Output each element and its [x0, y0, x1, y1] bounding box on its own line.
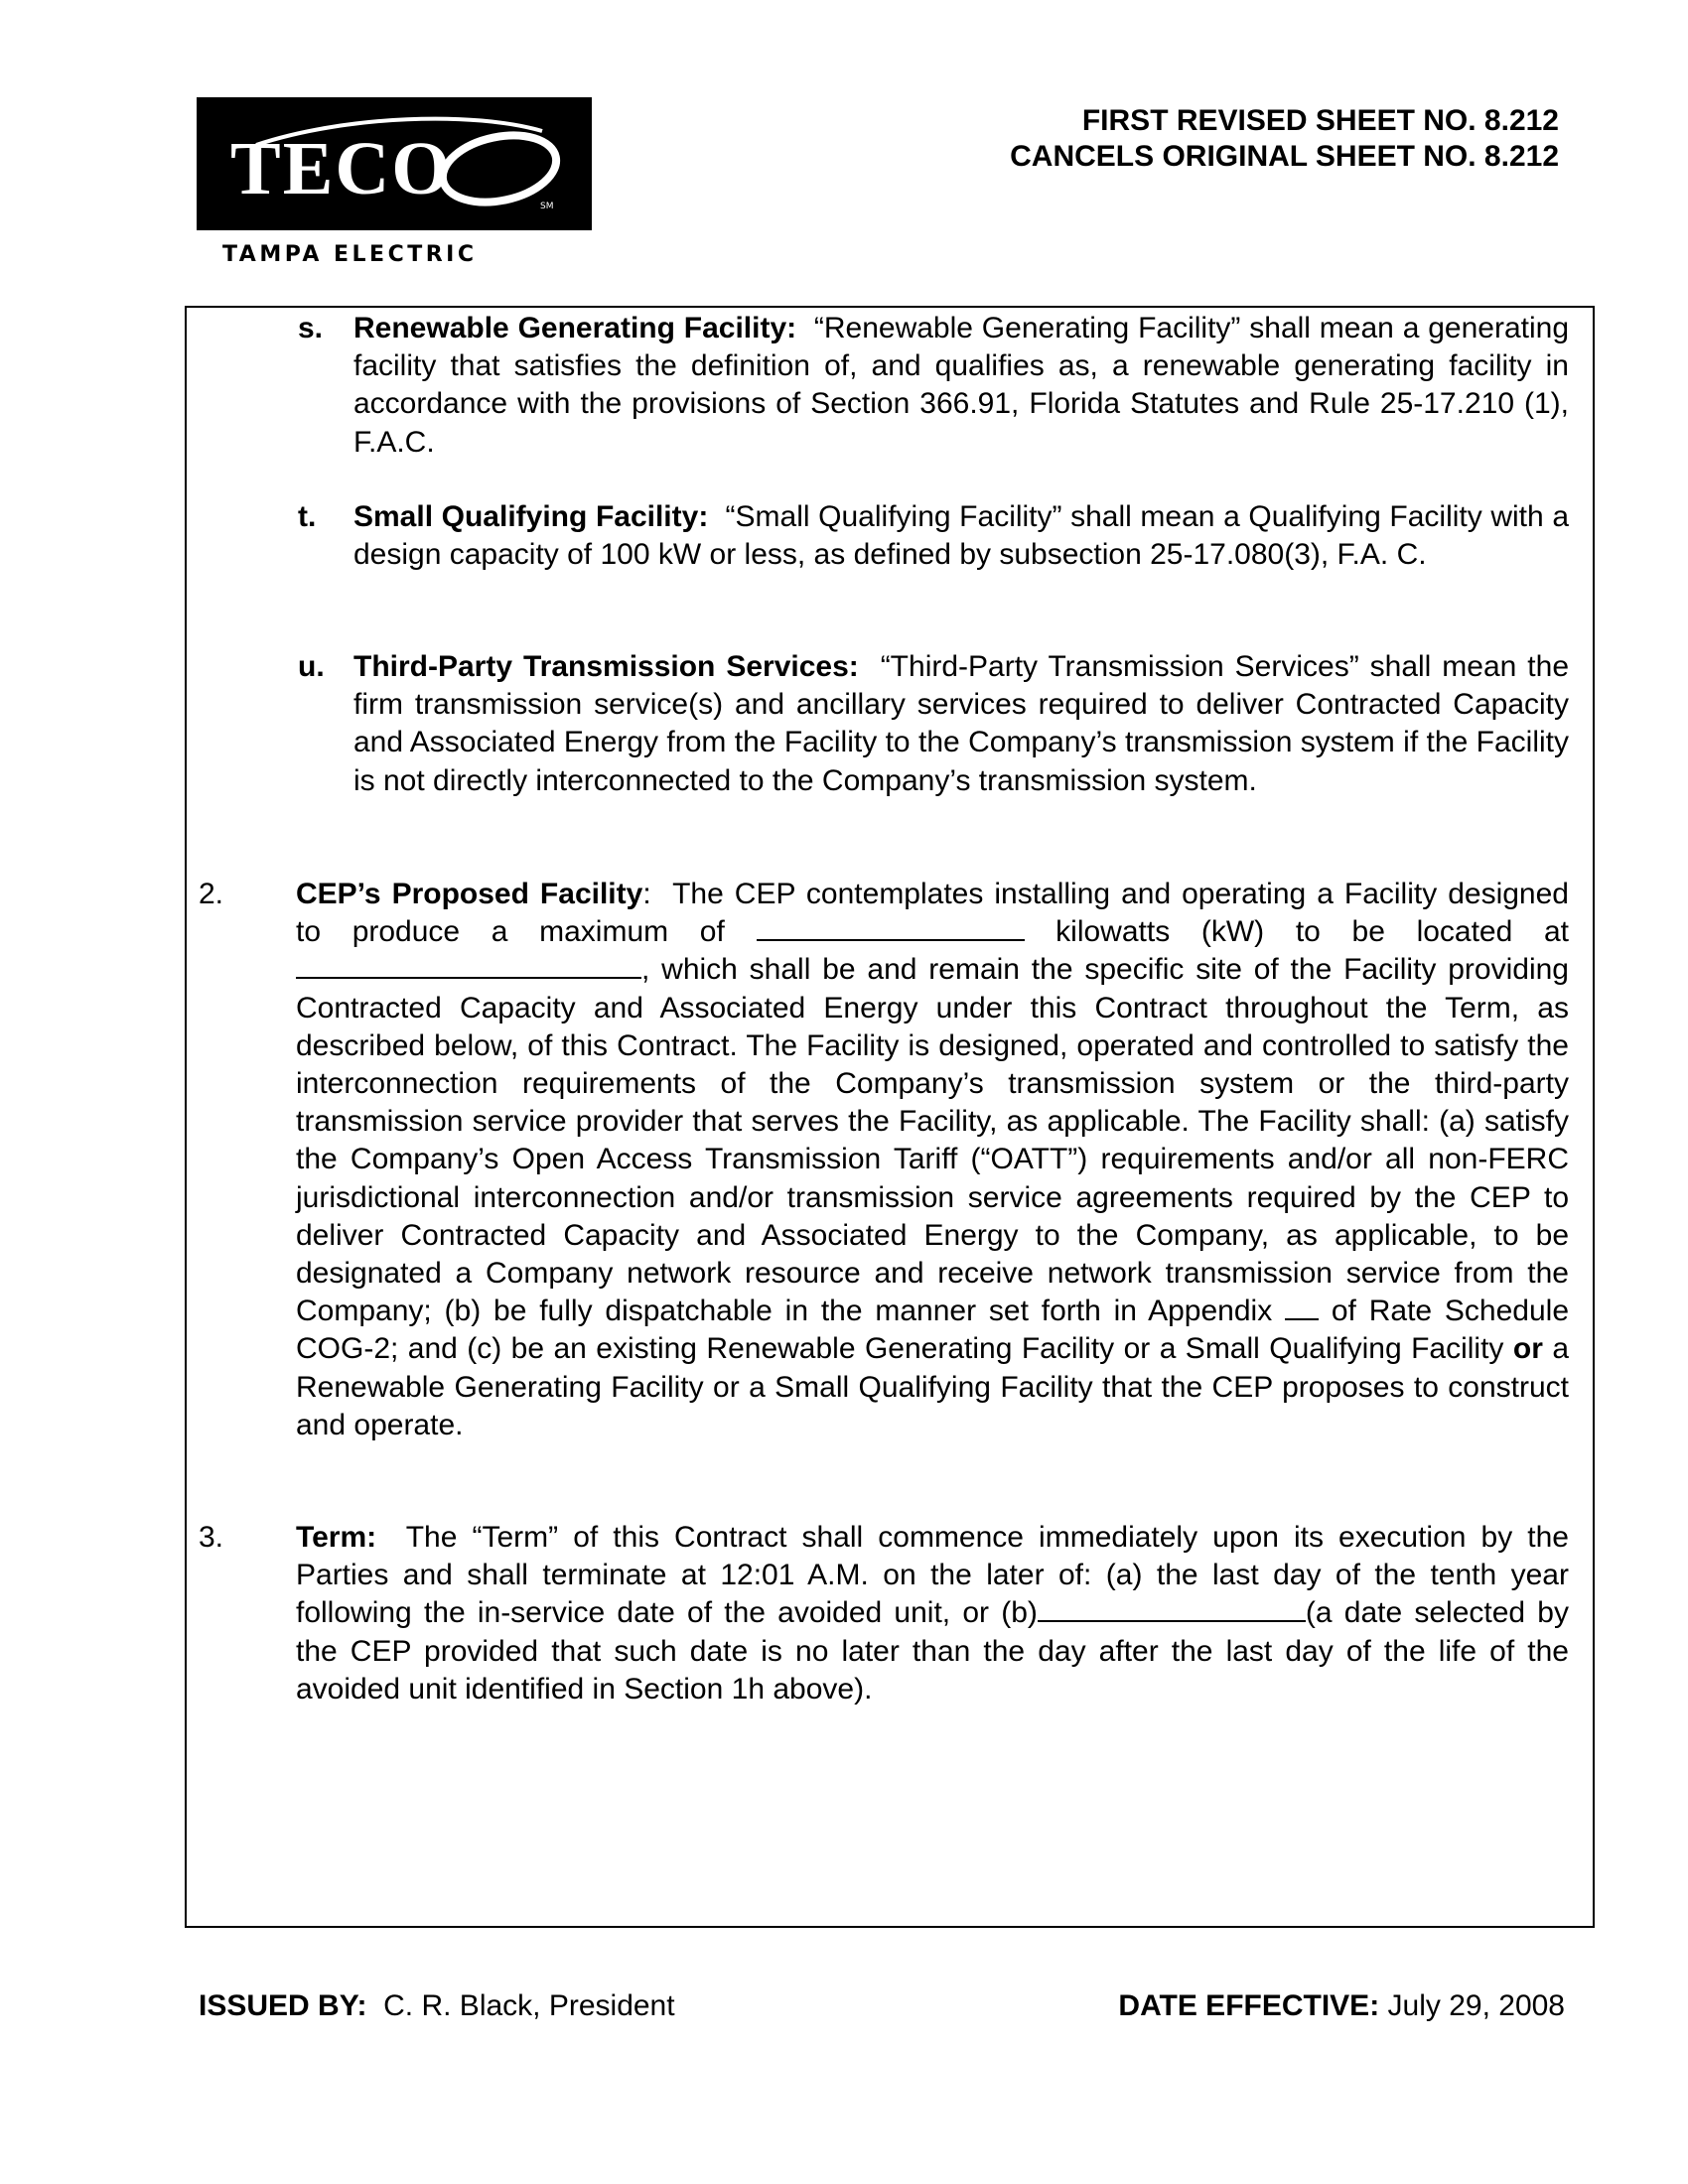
section-title-colon: :: [642, 878, 651, 910]
issued-by-label: ISSUED BY:: [199, 1989, 367, 2022]
svg-text:SM: SM: [540, 202, 554, 211]
section-text: The CEP contemplates installing and operating a Facility designed to produce a maximum of: [296, 878, 1569, 949]
issued-by: [199, 1989, 675, 2023]
section-number: 3.: [199, 1521, 224, 1554]
or-emphasis: or: [1512, 1332, 1543, 1366]
issued-by-value: C. R. Black, President: [383, 1989, 675, 2022]
definition-text: “Renewable Generating Facility” shall mean a generating facility that satisfies the definition of, and qualifies as, a renewable generating facility in accordance with the provisions of Section 366.91, Florida Statutes and Rule 25-17.210 (1), F.A.C.: [353, 312, 1570, 459]
section-title: Term:: [296, 1521, 377, 1554]
section-text: The “Term” of this Contract shall commence immediately upon its execution by the Parties and shall terminate at 12:01 A.M. on the later of: (a) the last day of the tenth year following the in-service date of the avoided unit, or (b): [296, 1521, 1569, 1630]
section-2-proposed-facility: [296, 876, 1569, 1444]
logo-text: TECO: [230, 127, 453, 210]
definition-text: “Small Qualifying Facility” shall mean a Qualifying Facility with a design capacity of 100 kW or less, as defined by subsection 25-17.080(3), F.A. C.: [353, 500, 1570, 572]
definition-text: “Third-Party Transmission Services” shall mean the firm transmission service(s) and ancillary services required to deliver Contracted Capacity and Associated Energy from the Facility to the Company’s transmission system if the Facility is not directly interconnected to the Company’s transmission system.: [353, 650, 1570, 797]
definition-term: Small Qualifying Facility:: [353, 500, 709, 533]
section-text: , which shall be and remain the specific site of the Facility providing Contracted Capacity and Associated Energy under this Contract throughout the Term, as described below, of this Contract. The Facility is designed, operated and controlled to satisfy the interconnection requirements of the Company’s transmission system or the third-party transmission service provider that serves the Facility, as applicable. The Facility shall: (a) satisfy the Company’s Open Access Transmission Tariff (“OATT”) requirements and/or all non-FERC jurisdictional interconnection and/or transmission service agreements required by the CEP to deliver Contracted Capacity and Associated Energy to the Company, as applicable, to be designated a Company network resource and receive network transmission service from the Company; (b) be fully dispatchable in the manner set forth in Appendix: [296, 953, 1569, 1328]
capacity-blank[interactable]: [757, 915, 1025, 941]
section-text: (a date selected by the CEP provided that such date is no later than the day after the last day of the life of the avoided unit identified in Section 1h above).: [296, 1596, 1569, 1706]
logo-subtitle: TAMPA ELECTRIC: [222, 242, 478, 267]
definition-term: Renewable Generating Facility:: [353, 312, 797, 344]
location-blank[interactable]: [296, 953, 641, 979]
section-text: a Renewable Generating Facility or a Small Qualifying Facility that the CEP proposes to construct and operate.: [296, 1332, 1569, 1441]
definition-t: [353, 498, 1569, 574]
company-logo: [197, 97, 592, 230]
section-text: of Rate Schedule COG-2; and (c) be an existing Renewable Generating Facility or a Small Qualifying Facility: [296, 1295, 1570, 1366]
definition-u: [353, 648, 1569, 800]
sheet-cancels-line: CANCELS ORIGINAL SHEET NO. 8.212: [1010, 140, 1559, 173]
sheet-number-line: FIRST REVISED SHEET NO. 8.212: [1081, 104, 1559, 137]
section-3-term: [296, 1519, 1569, 1708]
section-number: 2.: [199, 878, 224, 910]
appendix-blank[interactable]: [1285, 1295, 1319, 1320]
definition-s: [353, 310, 1569, 462]
term-date-blank[interactable]: [1038, 1596, 1306, 1622]
date-effective-label: DATE EFFECTIVE:: [1118, 1989, 1380, 2022]
definition-letter: u.: [298, 650, 325, 683]
section-text: kilowatts (kW) to be located at: [1055, 915, 1569, 949]
definition-term: Third-Party Transmission Services:: [353, 650, 859, 683]
sheet-number-block: [1010, 103, 1559, 175]
definition-letter: s.: [298, 312, 324, 344]
date-effective-value: July 29, 2008: [1387, 1989, 1565, 2022]
definition-letter: t.: [298, 500, 317, 533]
date-effective: [1118, 1989, 1565, 2023]
section-title: CEP’s Proposed Facility: [296, 878, 643, 910]
